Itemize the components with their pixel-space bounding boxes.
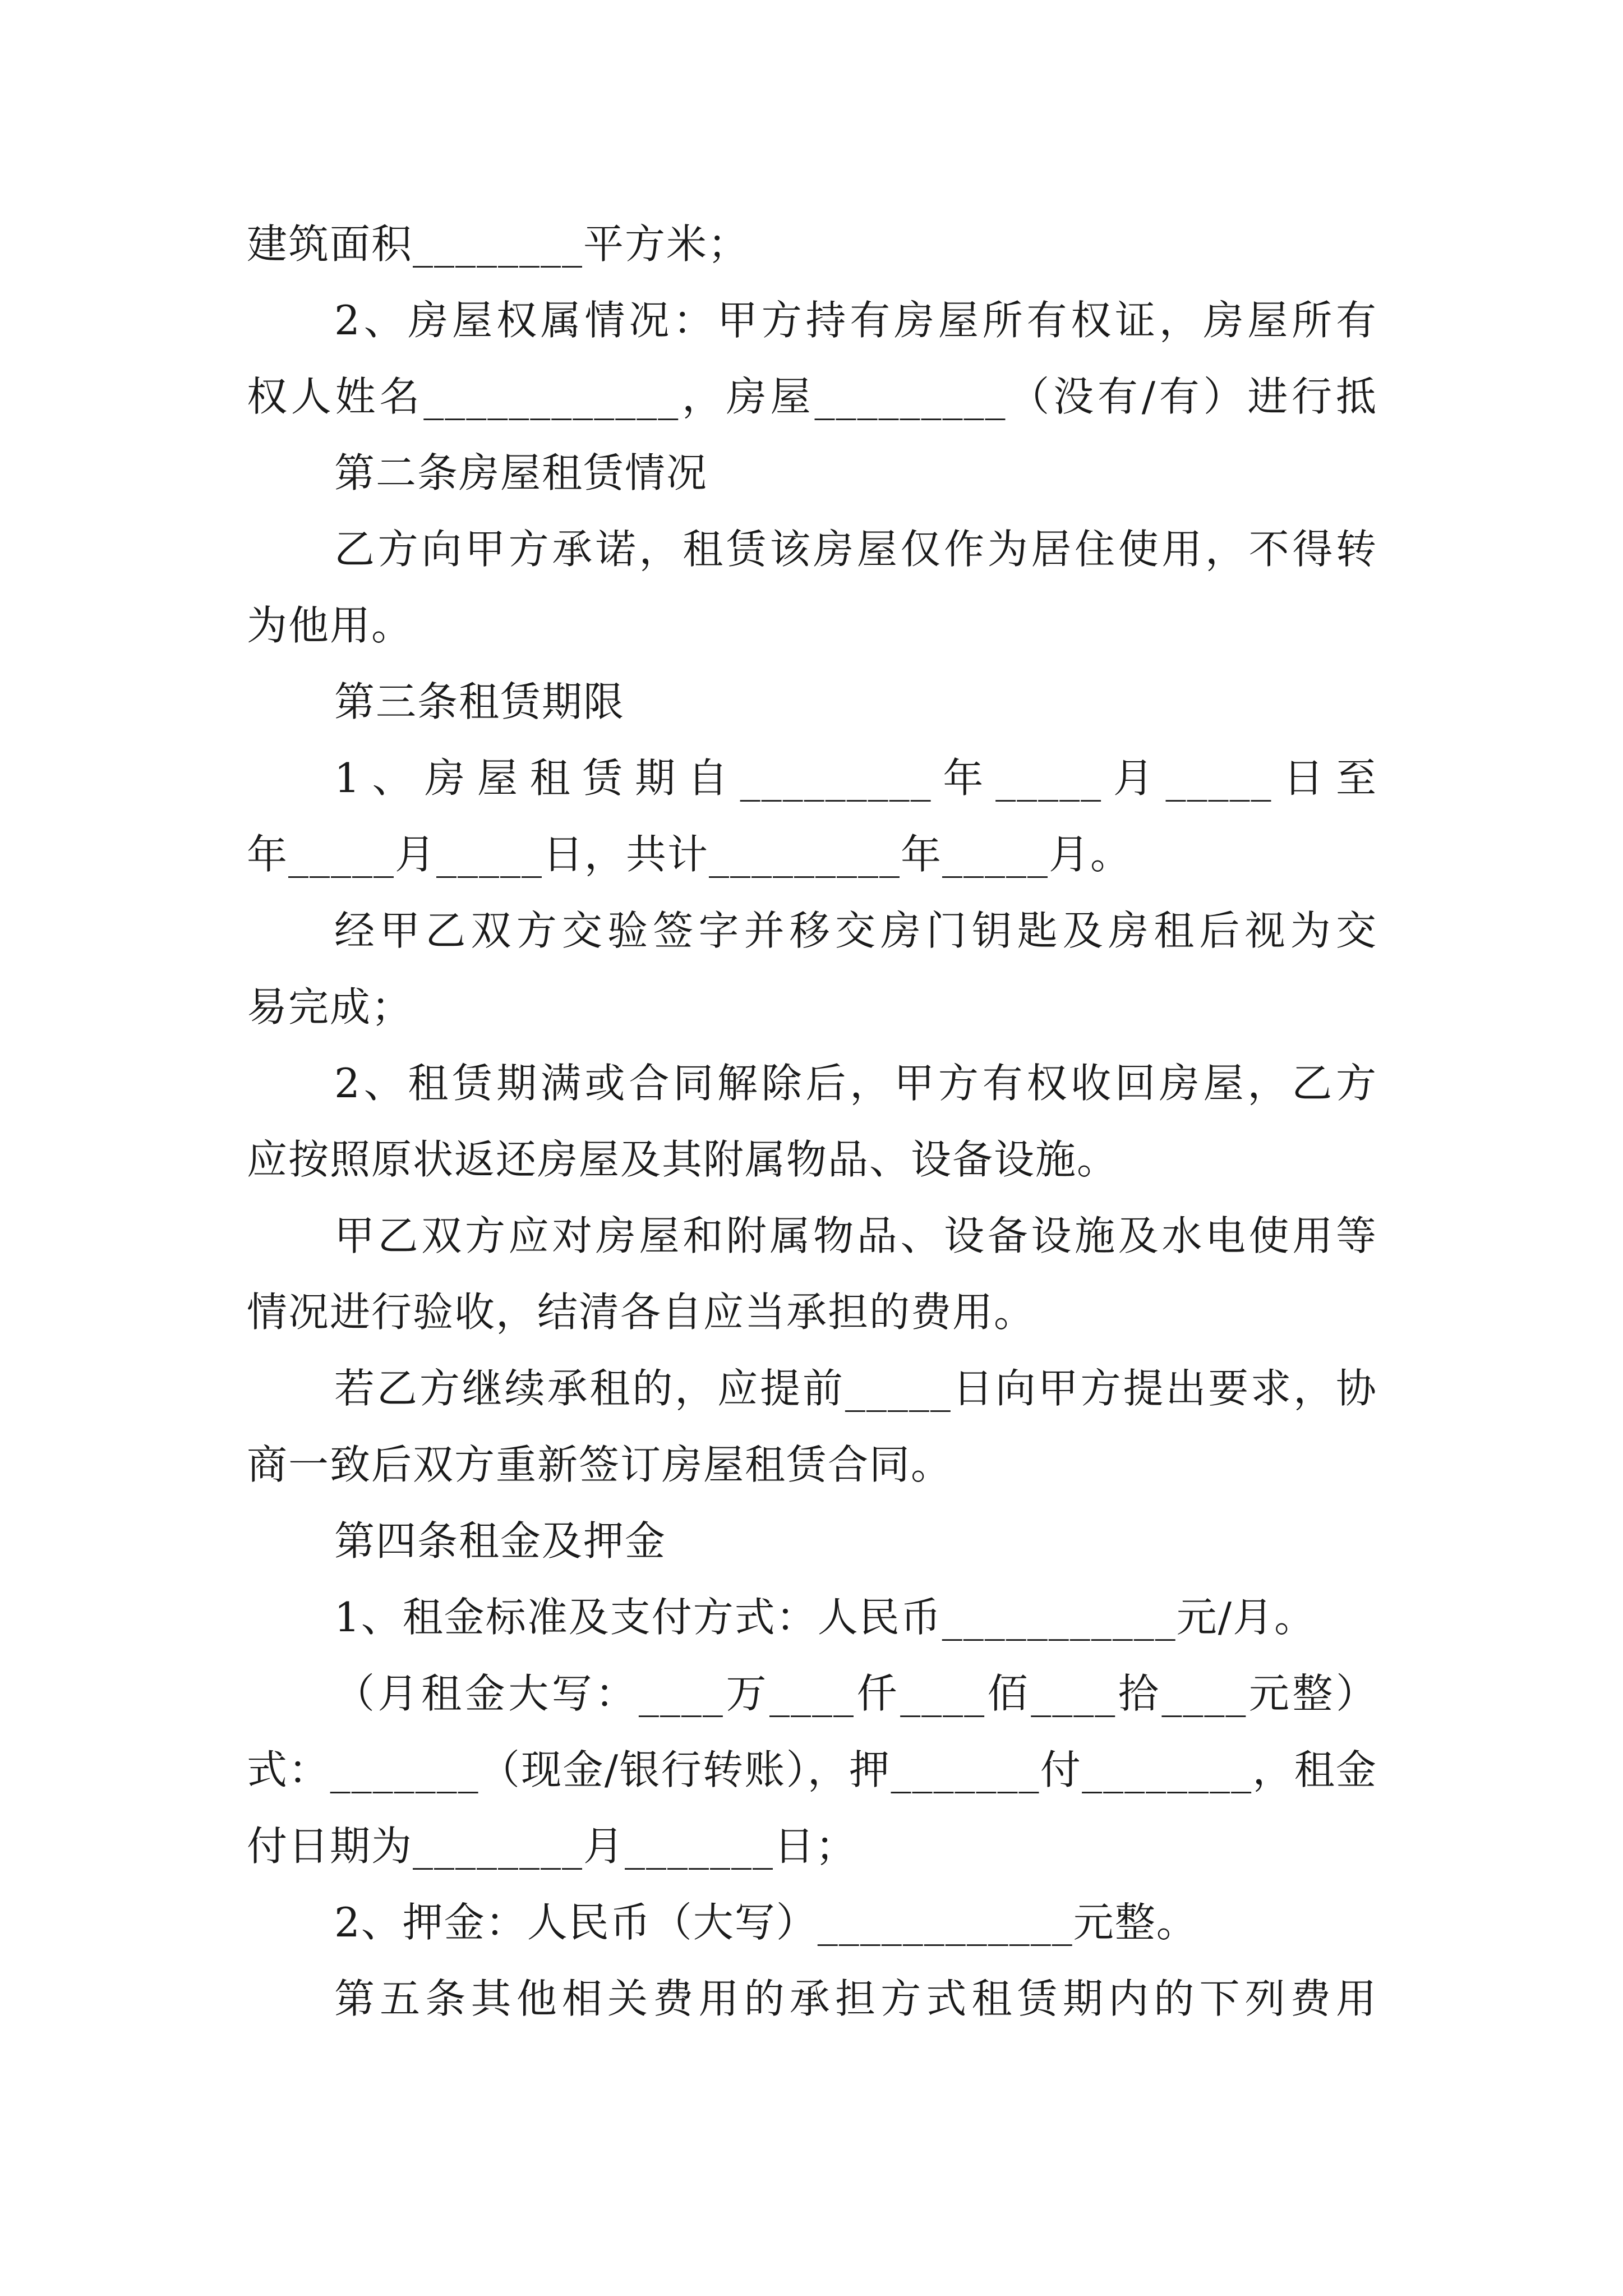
- text-line: 经甲乙双方交验签字并移交房门钥匙及房租后视为交: [334, 907, 1377, 954]
- text-line: 商一致后双方重新签订房屋租赁合同。: [247, 1441, 953, 1488]
- section-heading: 第五条其他相关费用的承担方式租赁期内的下列费用: [334, 1975, 1377, 2022]
- text-line: 1、租金标准及支付方式：人民币___________元/月。: [334, 1594, 1316, 1641]
- text-line: 付日期为________月_______日；: [247, 1823, 857, 1870]
- text-line: 情况进行验收，结清各自应当承担的费用。: [247, 1289, 1036, 1336]
- text-line: （月租金大写：____万____仟____佰____拾____元整）: [334, 1670, 1377, 1717]
- section-heading: 第二条房屋租赁情况: [334, 449, 708, 496]
- text-line: 易完成；: [247, 983, 413, 1030]
- text-line: 乙方向甲方承诺，租赁该房屋仅作为居住使用，不得转: [334, 526, 1377, 573]
- text-line: 建筑面积________平方米；: [247, 220, 750, 268]
- text-line: 2、租赁期满或合同解除后，甲方有权收回房屋，乙方: [334, 1060, 1377, 1107]
- text-line: 年_____月_____日，共计_________年_____月。: [247, 831, 1132, 878]
- text-line: 应按照原状返还房屋及其附属物品、设备设施。: [247, 1136, 1119, 1183]
- text-line: 若乙方继续承租的，应提前_____日向甲方提出要求，协: [334, 1365, 1377, 1412]
- section-heading: 第四条租金及押金: [334, 1517, 667, 1565]
- text-line: 1、房屋租赁期自_________年_____月_____日至: [334, 754, 1377, 802]
- text-line: 2、押金：人民币（大写）____________元整。: [334, 1899, 1198, 1946]
- text-line: 为他用。: [247, 602, 413, 649]
- text-line: 权人姓名____________，房屋_________（没有/有）进行抵: [247, 373, 1377, 420]
- text-line: 式：_______（现金/银行转账），押_______付________，租金: [247, 1746, 1377, 1793]
- section-heading: 第三条租赁期限: [334, 678, 625, 725]
- text-line: 2、房屋权属情况：甲方持有房屋所有权证，房屋所有: [334, 297, 1377, 344]
- text-line: 甲乙双方应对房屋和附属物品、设备设施及水电使用等: [334, 1212, 1377, 1259]
